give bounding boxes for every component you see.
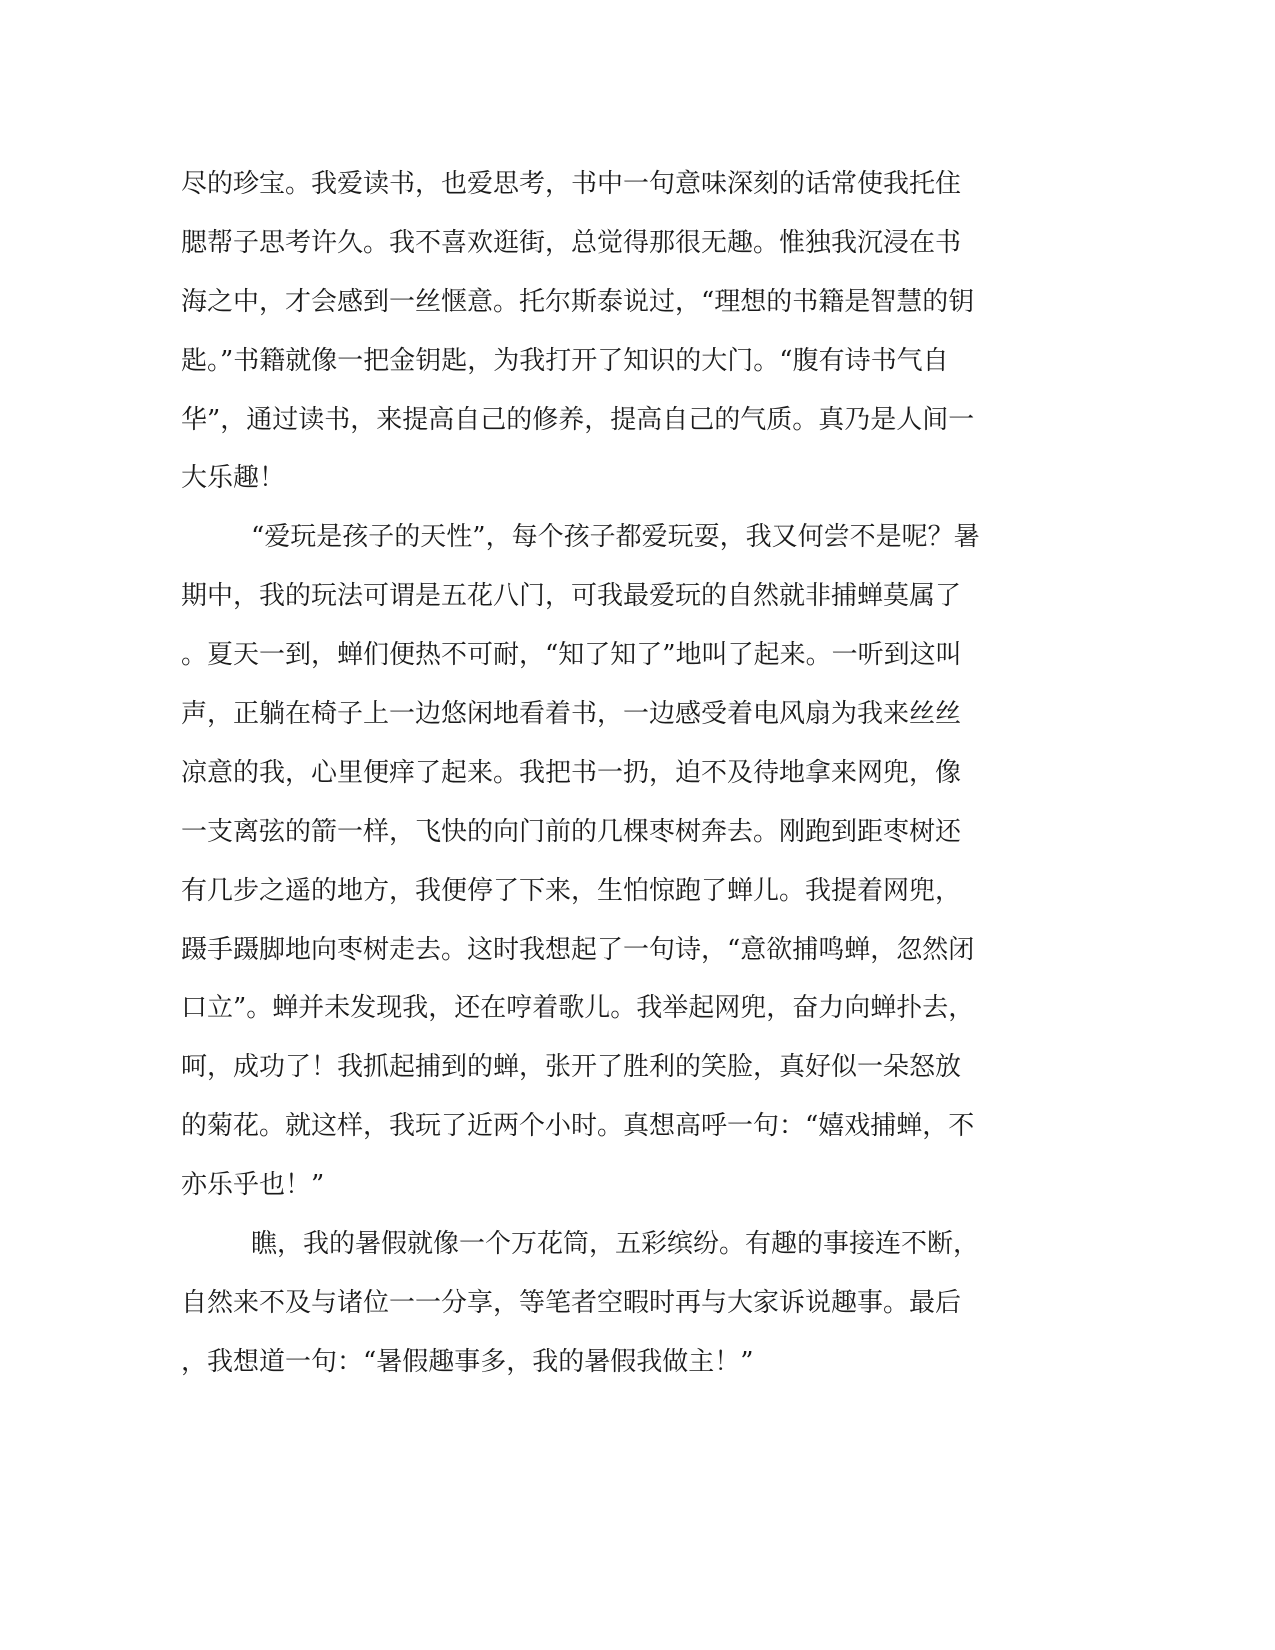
- text-line: 自然来不及与诸位一一分享，等笔者空暇时再与大家诉说趣事。最后: [181, 1287, 962, 1318]
- document-body: [181, 155, 1031, 1392]
- text-line: 有几步之遥的地方，我便停了下来，生怕惊跑了蝉儿。我提着网兜，: [181, 875, 962, 906]
- text-line: 的菊花。就这样，我玩了近两个小时。真想高呼一句：“嬉戏捕蝉，不: [181, 1111, 975, 1142]
- text-line: 华”，通过读书，来提高自己的修养，提高自己的气质。真乃是人间一: [181, 404, 975, 435]
- text-line: 匙。”书籍就像一把金钥匙，为我打开了知识的大门。“腹有诗书气自: [181, 345, 949, 376]
- text-line: 。夏天一到，蝉们便热不可耐，“知了知了”地叫了起来。一听到这叫: [181, 640, 962, 671]
- text-line: 凉意的我，心里便痒了起来。我把书一扔，迫不及待地拿来网兜，像: [181, 757, 962, 788]
- text-line: 呵，成功了！我抓起捕到的蝉，张开了胜利的笑脸，真好似一朵怒放: [181, 1052, 962, 1083]
- text-line: 海之中，才会感到一丝惬意。托尔斯泰说过，“理想的书籍是智慧的钥: [181, 286, 975, 317]
- text-line: 腮帮子思考许久。我不喜欢逛街，总觉得那很无趣。惟独我沉浸在书: [181, 227, 962, 258]
- text-line: ，我想道一句：“暑假趣事多，我的暑假我做主！”: [181, 1346, 754, 1377]
- text-line: 大乐趣！: [181, 463, 286, 494]
- text-line: 亦乐乎也！”: [181, 1170, 325, 1201]
- text-line: 口立”。蝉并未发现我，还在哼着歌儿。我举起网兜，奋力向蝉扑去，: [181, 993, 975, 1024]
- text-line: 期中，我的玩法可谓是五花八门，可我最爱玩的自然就非捕蝉莫属了: [181, 581, 962, 612]
- text-line: 蹑手蹑脚地向枣树走去。这时我想起了一句诗，“意欲捕鸣蝉，忽然闭: [181, 934, 975, 965]
- paragraph-first-line: “爱玩是孩子的天性”，每个孩子都爱玩耍，我又何尝不是呢？暑: [251, 522, 980, 553]
- text-line: 一支离弦的箭一样，飞快的向门前的几棵枣树奔去。刚跑到距枣树还: [181, 816, 962, 847]
- paragraph-first-line: 瞧，我的暑假就像一个万花筒，五彩缤纷。有趣的事接连不断，: [251, 1229, 980, 1260]
- text-line: 尽的珍宝。我爱读书，也爱思考，书中一句意味深刻的话常使我托住: [181, 169, 962, 199]
- text-line: 声，正躺在椅子上一边悠闲地看着书，一边感受着电风扇为我来丝丝: [181, 699, 962, 730]
